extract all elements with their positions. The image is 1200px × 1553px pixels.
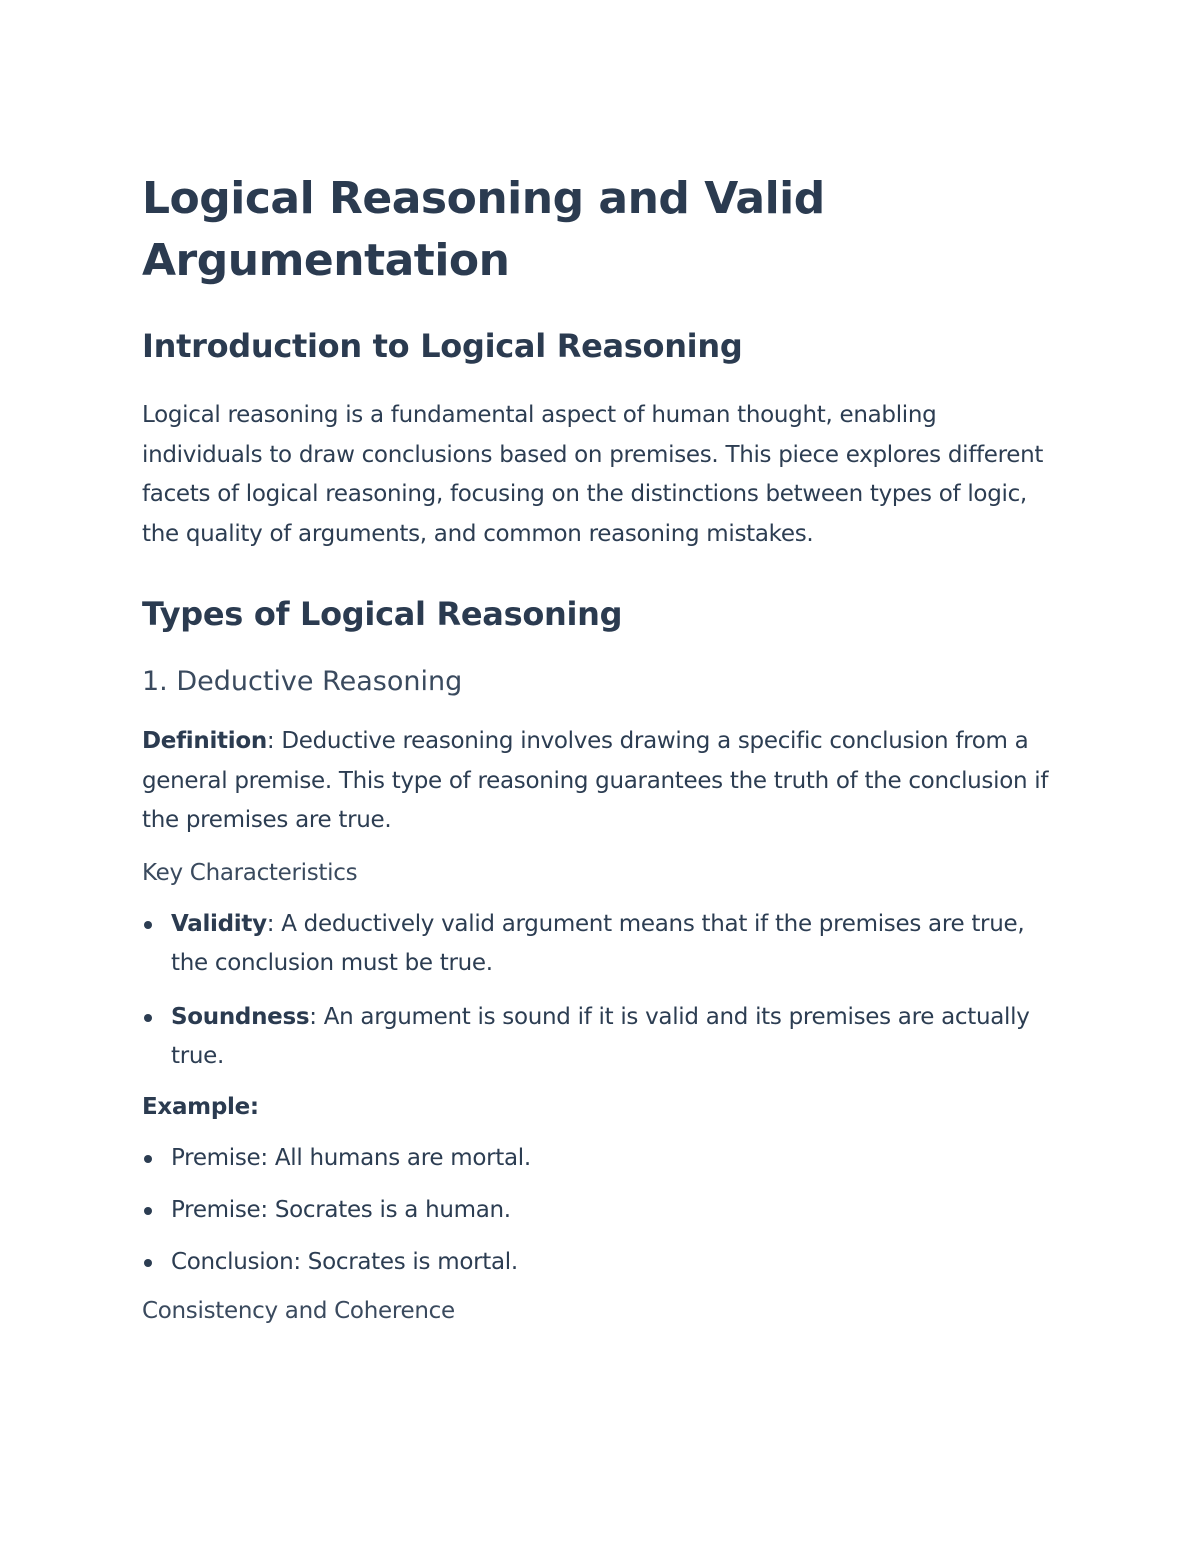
deductive-heading: 1. Deductive Reasoning (142, 666, 463, 697)
characteristic-term: Soundness (171, 1003, 310, 1030)
list-item (142, 998, 1062, 1077)
example-item-text: Premise: All humans are mortal. (171, 1144, 531, 1171)
example-item-text: Conclusion: Socrates is mortal. (171, 1248, 518, 1275)
intro-heading: Introduction to Logical Reasoning (142, 327, 743, 365)
characteristics-list (142, 905, 1062, 1077)
characteristic-text: : An argument is sound if it is valid and its premises are actually true. (171, 1003, 1030, 1069)
definition-text: : Deductive reasoning involves drawing a specific conclusion from a general premise. This type of reasoning guarantees the truth of the conclusion if the premises are true. (142, 728, 1049, 833)
bullet-icon (144, 1014, 152, 1022)
key-characteristics-label: Key Characteristics (142, 859, 358, 886)
list-item (142, 1243, 1062, 1281)
example-label: Example: (142, 1093, 259, 1120)
document-title: Logical Reasoning and Valid Argumentation (142, 173, 825, 286)
example-list (142, 1139, 1062, 1281)
characteristic-term: Validity (171, 910, 267, 937)
characteristic-text: : A deductively valid argument means that if the premises are true, the conclusion must be true. (171, 910, 1025, 976)
list-item (142, 905, 1062, 984)
bullet-icon (144, 1259, 152, 1267)
bullet-icon (144, 1155, 152, 1163)
definition-paragraph (142, 722, 1062, 841)
list-item (142, 1191, 1062, 1229)
definition-label: Definition (142, 728, 267, 754)
intro-paragraph: Logical reasoning is a fundamental aspect of human thought, enabling individuals to draw conclusions based on premises. This piece explores different facets of logical reasoning, focusing on the distinctions between types of logic, the quality of arguments, and common reasoning mistakes. (142, 402, 1044, 547)
types-heading: Types of Logical Reasoning (142, 595, 623, 633)
list-item (142, 1139, 1062, 1177)
example-item-text: Premise: Socrates is a human. (171, 1196, 511, 1223)
bullet-icon (144, 1207, 152, 1215)
bullet-icon (144, 921, 152, 929)
document-page (142, 168, 1062, 1329)
consistency-subheading: Consistency and Coherence (142, 1297, 455, 1324)
